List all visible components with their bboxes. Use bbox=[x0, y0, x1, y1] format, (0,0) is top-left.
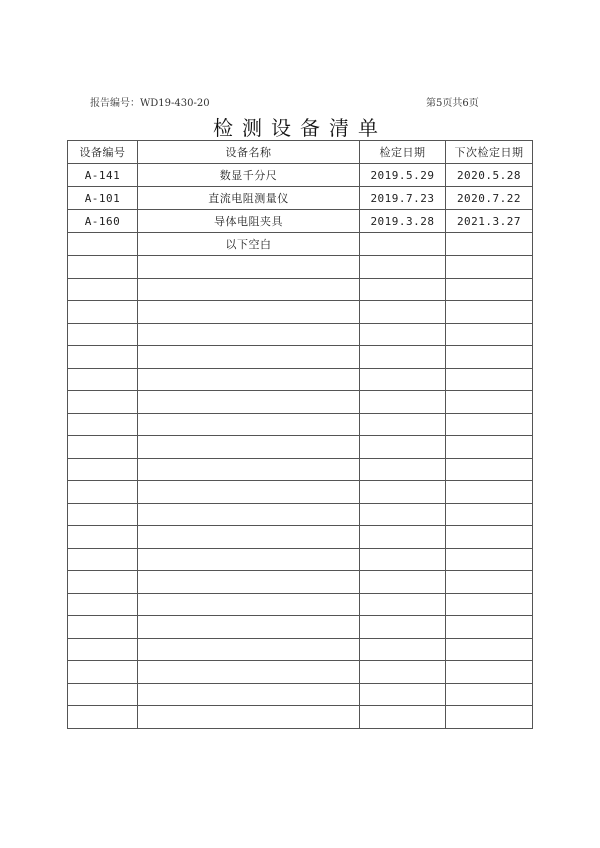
empty-table-row bbox=[68, 661, 533, 684]
empty-cell bbox=[360, 526, 446, 549]
empty-cell bbox=[446, 526, 533, 549]
empty-cell bbox=[138, 278, 360, 301]
equipment-name-cell: 直流电阻测量仪 bbox=[138, 187, 360, 210]
empty-cell bbox=[446, 278, 533, 301]
empty-cell bbox=[68, 706, 138, 729]
empty-cell bbox=[446, 413, 533, 436]
table-header-row bbox=[68, 141, 533, 164]
empty-table-row bbox=[68, 571, 533, 594]
empty-cell bbox=[68, 256, 138, 279]
empty-cell bbox=[360, 458, 446, 481]
empty-cell bbox=[68, 436, 138, 459]
equipment-id-cell: A-160 bbox=[68, 210, 138, 233]
empty-cell bbox=[68, 638, 138, 661]
page-number: 第5页共6页 bbox=[426, 98, 479, 109]
empty-cell bbox=[138, 256, 360, 279]
column-header-equipment-id: 设备编号 bbox=[68, 141, 138, 164]
column-header-calibration-date: 检定日期 bbox=[360, 141, 446, 164]
empty-cell bbox=[360, 368, 446, 391]
empty-cell bbox=[68, 323, 138, 346]
empty-cell bbox=[138, 413, 360, 436]
empty-cell bbox=[360, 413, 446, 436]
next-calibration-date-cell bbox=[446, 233, 533, 256]
empty-cell bbox=[68, 413, 138, 436]
empty-cell bbox=[68, 548, 138, 571]
empty-table-row bbox=[68, 638, 533, 661]
empty-cell bbox=[360, 638, 446, 661]
empty-cell bbox=[360, 706, 446, 729]
empty-cell bbox=[446, 706, 533, 729]
empty-cell bbox=[360, 548, 446, 571]
empty-table-row bbox=[68, 301, 533, 324]
empty-cell bbox=[68, 458, 138, 481]
empty-cell bbox=[138, 571, 360, 594]
equipment-id-cell: A-141 bbox=[68, 164, 138, 187]
empty-table-row bbox=[68, 278, 533, 301]
empty-cell bbox=[446, 436, 533, 459]
calibration-date-cell bbox=[360, 233, 446, 256]
empty-cell bbox=[446, 346, 533, 369]
empty-cell bbox=[138, 481, 360, 504]
calibration-date-cell: 2019.5.29 bbox=[360, 164, 446, 187]
empty-cell bbox=[446, 481, 533, 504]
empty-cell bbox=[360, 323, 446, 346]
next-calibration-date-cell: 2020.5.28 bbox=[446, 164, 533, 187]
equipment-name-cell: 数显千分尺 bbox=[138, 164, 360, 187]
empty-cell bbox=[446, 323, 533, 346]
empty-table-row bbox=[68, 256, 533, 279]
empty-cell bbox=[138, 436, 360, 459]
empty-cell bbox=[68, 593, 138, 616]
empty-cell bbox=[138, 346, 360, 369]
empty-table-row bbox=[68, 548, 533, 571]
empty-cell bbox=[446, 548, 533, 571]
empty-cell bbox=[446, 593, 533, 616]
empty-cell bbox=[446, 256, 533, 279]
empty-table-row bbox=[68, 413, 533, 436]
empty-cell bbox=[360, 616, 446, 639]
next-calibration-date-cell: 2020.7.22 bbox=[446, 187, 533, 210]
table-row bbox=[68, 164, 533, 187]
empty-cell bbox=[360, 571, 446, 594]
empty-cell bbox=[446, 638, 533, 661]
empty-cell bbox=[446, 458, 533, 481]
empty-cell bbox=[68, 661, 138, 684]
empty-table-row bbox=[68, 481, 533, 504]
empty-table-row bbox=[68, 368, 533, 391]
empty-cell bbox=[68, 481, 138, 504]
next-calibration-date-cell: 2021.3.27 bbox=[446, 210, 533, 233]
calibration-date-cell: 2019.7.23 bbox=[360, 187, 446, 210]
empty-table-row bbox=[68, 616, 533, 639]
empty-table-row bbox=[68, 458, 533, 481]
empty-cell bbox=[68, 368, 138, 391]
table-row bbox=[68, 233, 533, 256]
empty-cell bbox=[138, 458, 360, 481]
empty-cell bbox=[138, 683, 360, 706]
empty-cell bbox=[446, 616, 533, 639]
empty-table-row bbox=[68, 706, 533, 729]
report-number: 报告编号：WD19-430-20 bbox=[90, 98, 210, 109]
empty-cell bbox=[360, 391, 446, 414]
equipment-table bbox=[67, 140, 533, 729]
empty-table-row bbox=[68, 526, 533, 549]
empty-cell bbox=[138, 526, 360, 549]
empty-cell bbox=[446, 368, 533, 391]
table-row bbox=[68, 210, 533, 233]
empty-cell bbox=[446, 301, 533, 324]
empty-cell bbox=[138, 301, 360, 324]
empty-cell bbox=[360, 436, 446, 459]
empty-cell bbox=[68, 616, 138, 639]
empty-table-row bbox=[68, 391, 533, 414]
empty-cell bbox=[138, 616, 360, 639]
calibration-date-cell: 2019.3.28 bbox=[360, 210, 446, 233]
empty-cell bbox=[446, 683, 533, 706]
empty-cell bbox=[138, 503, 360, 526]
empty-cell bbox=[360, 278, 446, 301]
empty-cell bbox=[68, 571, 138, 594]
empty-cell bbox=[68, 503, 138, 526]
empty-table-row bbox=[68, 323, 533, 346]
empty-cell bbox=[68, 683, 138, 706]
empty-cell bbox=[68, 301, 138, 324]
empty-table-row bbox=[68, 436, 533, 459]
empty-cell bbox=[360, 481, 446, 504]
document-title: 检测设备清单 bbox=[213, 116, 387, 140]
empty-cell bbox=[138, 593, 360, 616]
empty-cell bbox=[446, 391, 533, 414]
empty-cell bbox=[446, 503, 533, 526]
empty-cell bbox=[360, 593, 446, 616]
empty-cell bbox=[360, 301, 446, 324]
empty-cell bbox=[360, 256, 446, 279]
column-header-next-calibration-date: 下次检定日期 bbox=[446, 141, 533, 164]
empty-table-row bbox=[68, 683, 533, 706]
empty-cell bbox=[360, 683, 446, 706]
empty-cell bbox=[68, 346, 138, 369]
empty-cell bbox=[138, 638, 360, 661]
empty-cell bbox=[138, 548, 360, 571]
empty-cell bbox=[138, 391, 360, 414]
empty-table-row bbox=[68, 346, 533, 369]
blank-below-marker: 以下空白 bbox=[138, 233, 360, 256]
empty-cell bbox=[68, 278, 138, 301]
equipment-name-cell: 导体电阻夹具 bbox=[138, 210, 360, 233]
empty-cell bbox=[138, 323, 360, 346]
empty-cell bbox=[68, 526, 138, 549]
empty-cell bbox=[446, 571, 533, 594]
equipment-id-cell: A-101 bbox=[68, 187, 138, 210]
empty-cell bbox=[68, 391, 138, 414]
empty-cell bbox=[138, 661, 360, 684]
empty-cell bbox=[138, 706, 360, 729]
empty-table-row bbox=[68, 503, 533, 526]
empty-cell bbox=[360, 346, 446, 369]
empty-cell bbox=[138, 368, 360, 391]
equipment-id-cell bbox=[68, 233, 138, 256]
empty-table-row bbox=[68, 593, 533, 616]
table-row bbox=[68, 187, 533, 210]
empty-cell bbox=[446, 661, 533, 684]
column-header-equipment-name: 设备名称 bbox=[138, 141, 360, 164]
empty-cell bbox=[360, 661, 446, 684]
empty-cell bbox=[360, 503, 446, 526]
